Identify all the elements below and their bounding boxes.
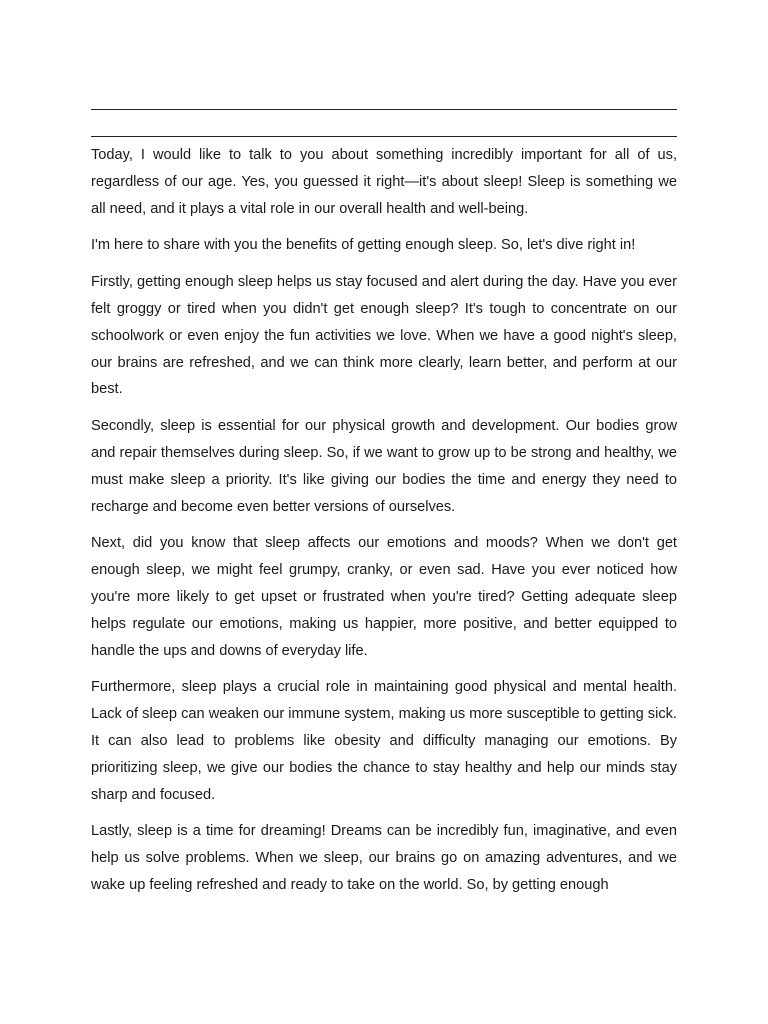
paragraph-intro: Today, I would like to talk to you about something incredibly important for all of us, regardless of our age. Yes, you guessed it right—it's about sleep! Sleep is something we all need, and it plays a vital role in our overall health and well-being. <box>91 147 677 217</box>
paragraph-share: I'm here to share with you the benefits of getting enough sleep. So, let's dive right in! <box>91 237 636 254</box>
paragraph-firstly: Firstly, getting enough sleep helps us stay focused and alert during the day. Have you ever felt groggy or tired when you didn't get enough sleep? It's tough to concentrate on our schoolwork or even enjoy the fun activities we love. When we have a good night's sleep, our brains are refreshed, and we can think more clearly, learn better, and perform at our best. <box>91 274 677 398</box>
paragraph-furthermore: Furthermore, sleep plays a crucial role in maintaining good physical and mental health. Lack of sleep can weaken our immune system, making us more susceptible to getting sick. It can also lead to problems like obesity and difficulty managing our emotions. By prioritizing sleep, we give our bodies the chance to stay healthy and help our minds stay sharp and focused. <box>91 679 677 803</box>
document-body <box>91 142 677 909</box>
blank-line-1 <box>91 109 677 110</box>
paragraph-next: Next, did you know that sleep affects our emotions and moods? When we don't get enough sleep, we might feel grumpy, cranky, or even sad. Have you ever noticed how you're more likely to get upset or frustrated when you're tired? Getting adequate sleep helps regulate our emotions, making us happier, more positive, and better equipped to handle the ups and downs of everyday life. <box>91 535 677 659</box>
blank-line-2 <box>91 136 677 137</box>
paragraph-secondly: Secondly, sleep is essential for our physical growth and development. Our bodies grow and repair themselves during sleep. So, if we want to grow up to be strong and healthy, we must make sleep a priority. It's like giving our bodies the time and energy they need to recharge and become even better versions of ourselves. <box>91 418 677 515</box>
paragraph-lastly: Lastly, sleep is a time for dreaming! Dreams can be incredibly fun, imaginative, and even help us solve problems. When we sleep, our brains go on amazing adventures, and we wake up feeling refreshed and ready to take on the world. So, by getting enough <box>91 823 677 893</box>
